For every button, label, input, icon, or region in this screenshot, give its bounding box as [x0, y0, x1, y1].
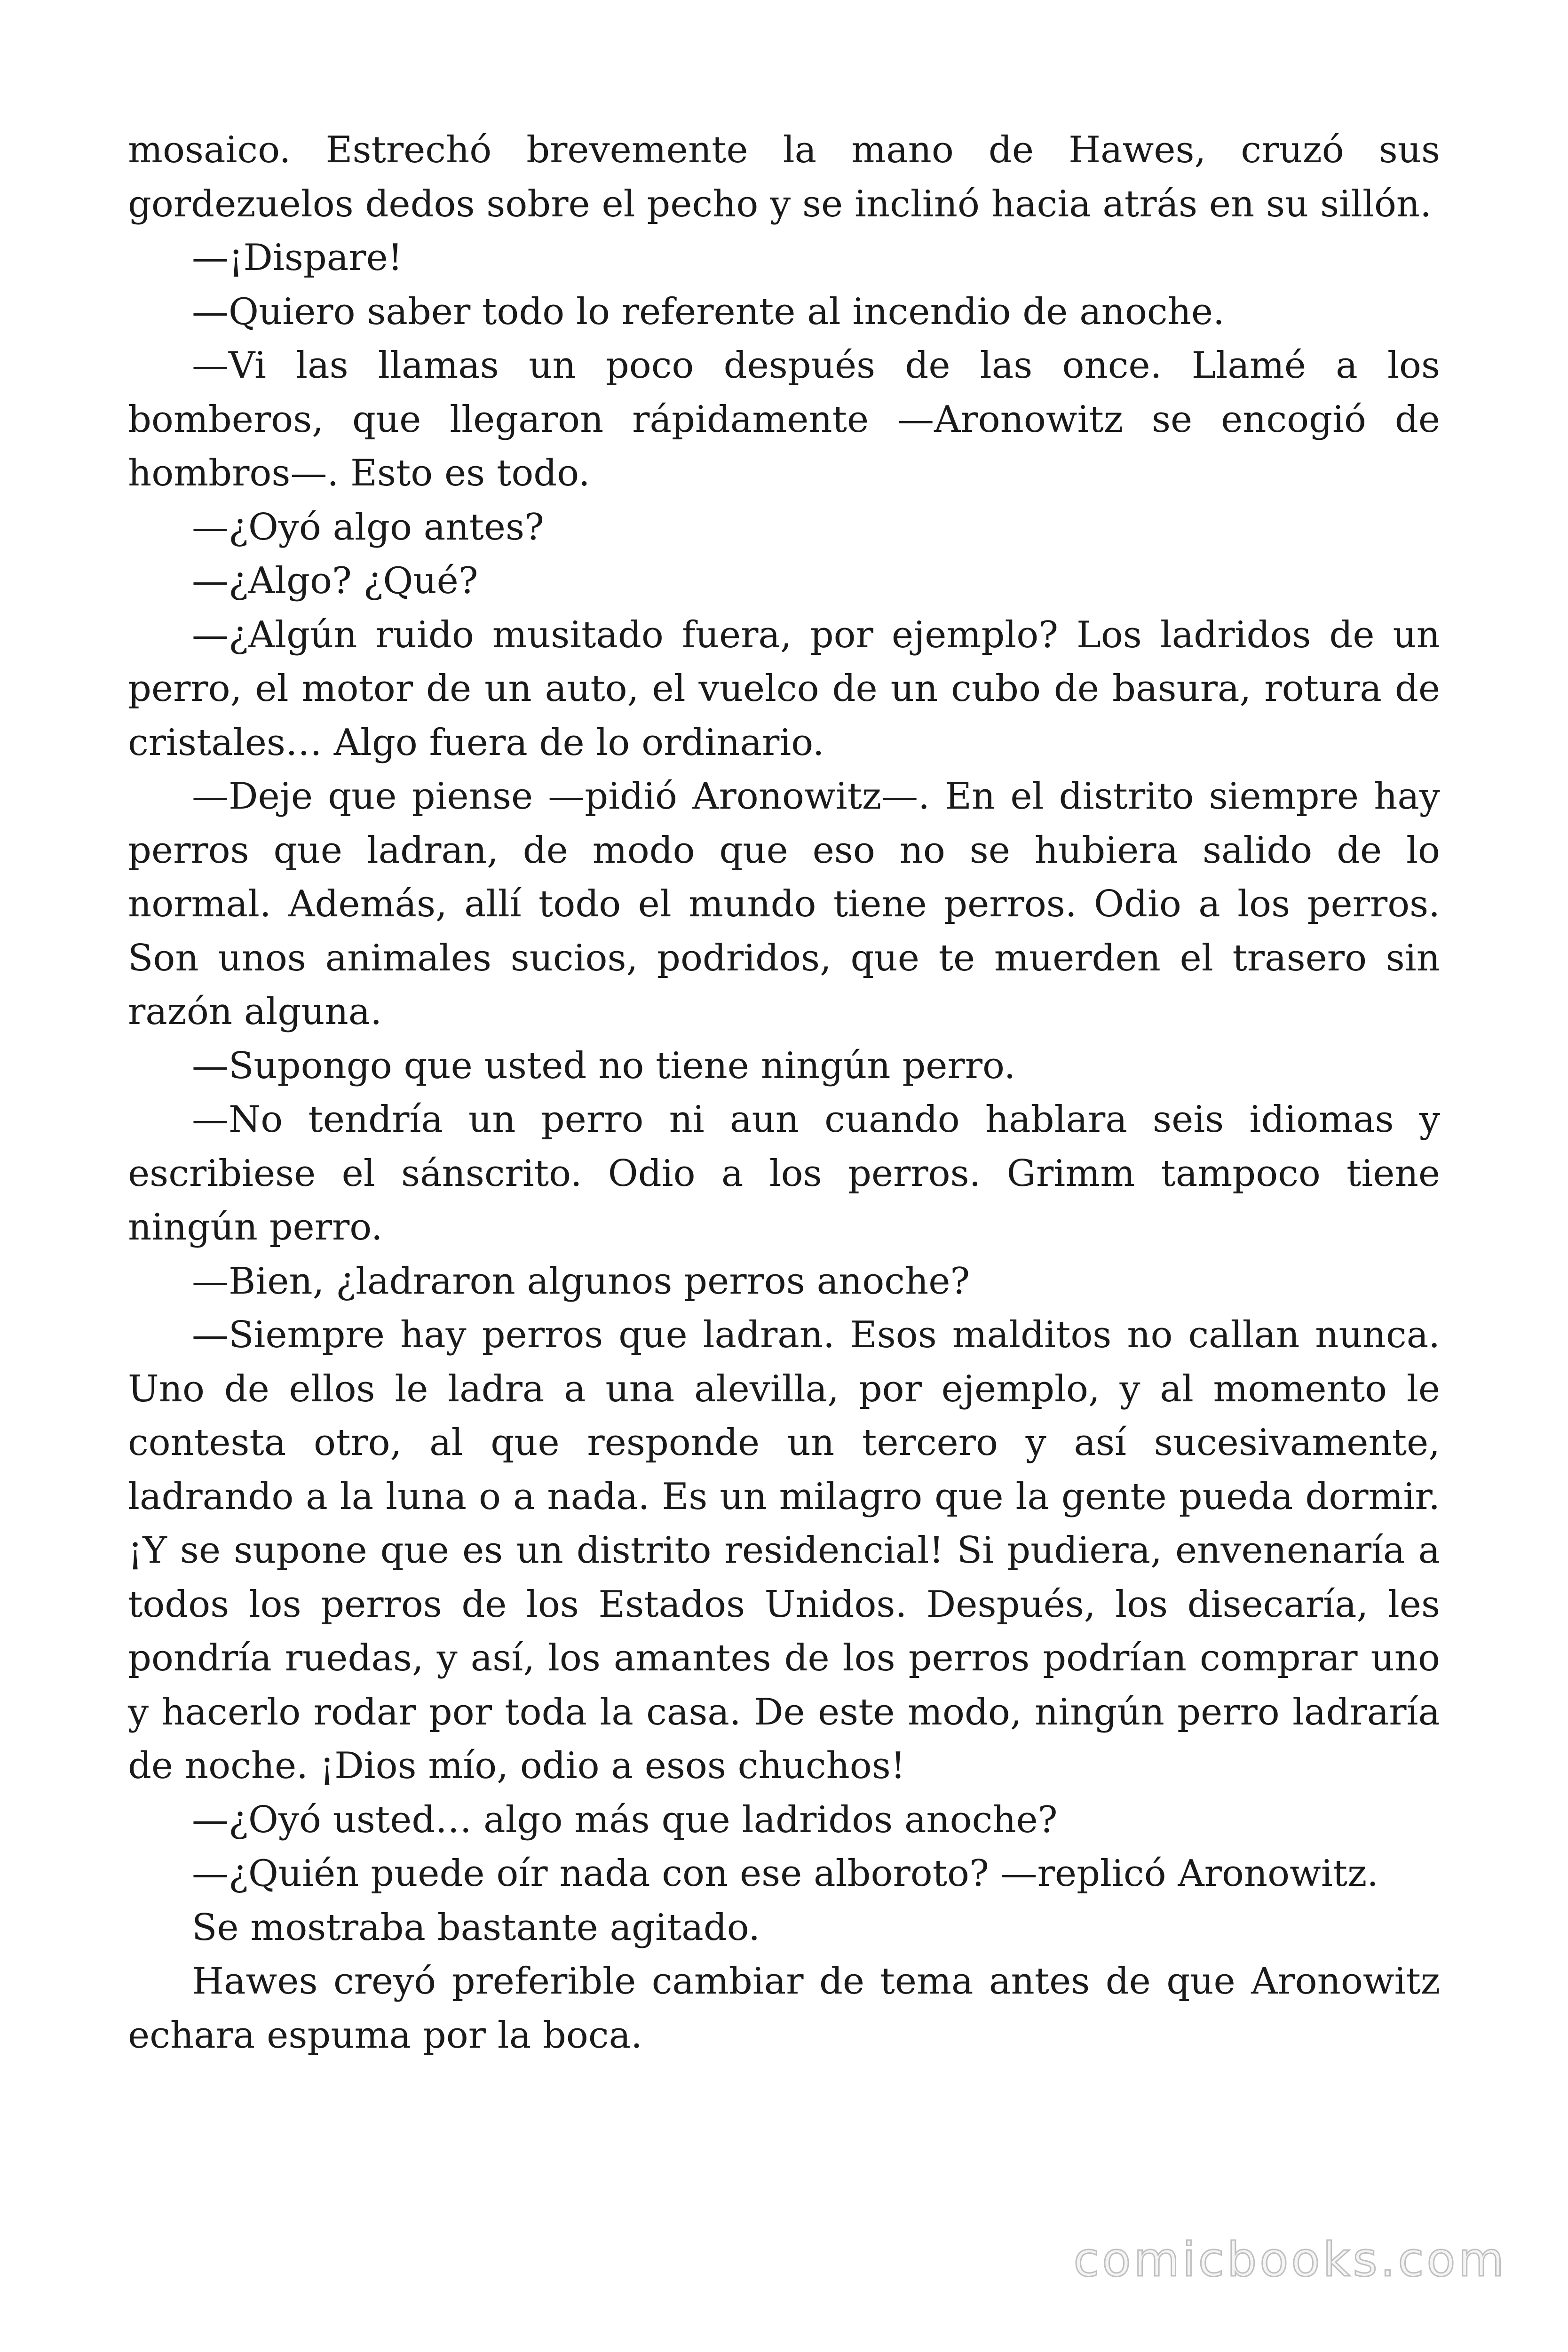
paragraph: —Deje que piense —pidió Aronowitz—. En el distrito siempre hay perros que ladran, de modo que eso no se hubiera salido de lo normal. Además, allí todo el mundo tiene perros. Odio a los perros. Son unos animales sucios, podridos, que te muerden el trasero sin razón alguna. [128, 775, 1440, 1033]
paragraph: —Bien, ¿ladraron algunos perros anoche? [192, 1260, 970, 1303]
paragraph: —¿Oyó algo antes? [192, 506, 544, 548]
paragraph: Se mostraba bastante agitado. [192, 1906, 760, 1949]
paragraph: Hawes creyó preferible cambiar de tema antes de que Aronowitz echara espuma por la boca. [128, 1960, 1440, 2057]
paragraph: —Siempre hay perros que ladran. Esos malditos no callan nunca. Uno de ellos le ladra a una alevilla, por ejemplo, y al momento le contesta otro, al que responde un tercero y así sucesivamente, ladrando a la luna o a nada. Es un milagro que la gente pueda dormir. ¡Y se supone que es un distrito residencial! Si pudiera, envenenaría a todos los perros de los Estados Unidos. Después, los disecaría, les pondría ruedas, y así, los amantes de los perros podrían comprar uno y hacerlo rodar por toda la casa. De este modo, ningún perro ladraría de noche. ¡Dios mío, odio a esos chuchos! [128, 1314, 1440, 1787]
watermark: comicbooks.com [1073, 2232, 1507, 2287]
body-text [128, 123, 1440, 2062]
paragraph: —¿Algo? ¿Qué? [192, 560, 478, 602]
paragraph: —¿Oyó usted… algo más que ladridos anoche? [192, 1798, 1058, 1841]
paragraph: mosaico. Estrechó brevemente la mano de Hawes, cruzó sus gordezuelos dedos sobre el pecho y se inclinó hacia atrás en su sillón. [128, 129, 1440, 225]
paragraph: —Quiero saber todo lo referente al incendio de anoche. [192, 290, 1225, 333]
paragraph: —¿Algún ruido musitado fuera, por ejemplo? Los ladridos de un perro, el motor de un auto, el vuelco de un cubo de basura, rotura de cristales… Algo fuera de lo ordinario. [128, 613, 1440, 764]
paragraph: —¡Dispare! [192, 237, 403, 279]
paragraph: —Vi las llamas un poco después de las once. Llamé a los bomberos, que llegaron rápidamente —Aronowitz se encogió de hombros—. Esto es todo. [128, 344, 1440, 494]
paragraph: —Supongo que usted no tiene ningún perro. [192, 1044, 1016, 1087]
paragraph: —¿Quién puede oír nada con ese alboroto? —replicó Aronowitz. [192, 1852, 1379, 1895]
paragraph: —No tendría un perro ni aun cuando hablara seis idiomas y escribiese el sánscrito. Odio a los perros. Grimm tampoco tiene ningún perro. [128, 1098, 1440, 1248]
